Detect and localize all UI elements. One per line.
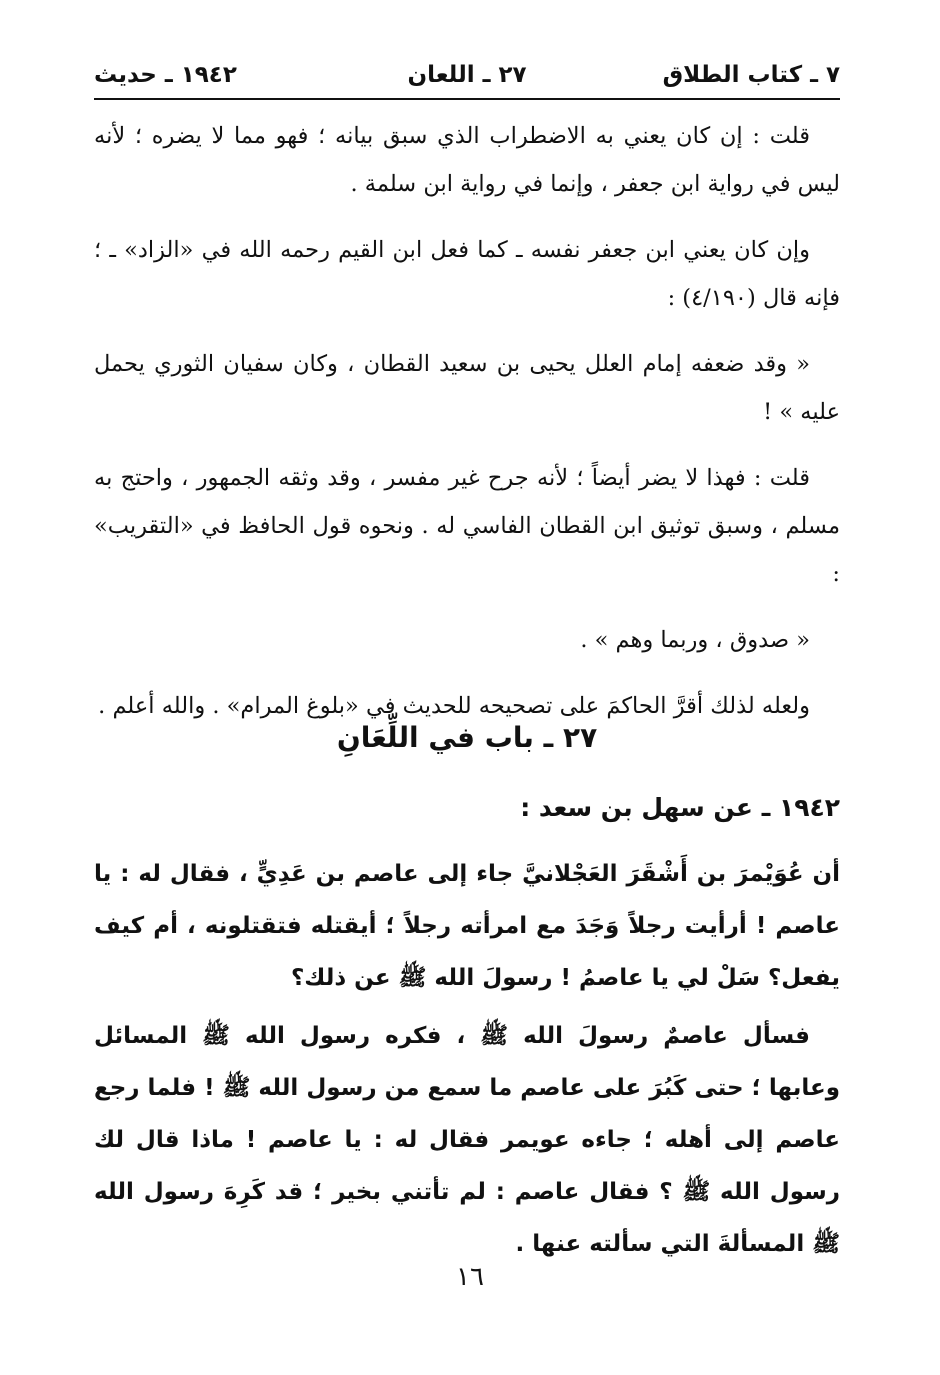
- paragraph-1: قلت : إن كان يعني به الاضطراب الذي سبق بيانه ؛ فهو مما لا يضره ؛ لأنه ليس في رواية ابن جعفر ، وإنما في رواية ابن سلمة .: [94, 123, 840, 197]
- commentary-text: [94, 112, 840, 748]
- paragraph-5: « صدوق ، وربما وهم » .: [580, 627, 810, 653]
- hadith-heading: ١٩٤٢ ـ عن سهل بن سعد :: [520, 793, 840, 822]
- hadith-paragraph-1: أن عُوَيْمرَ بن أَشْقَرَ العَجْلانيَّ جاء إلى عاصم بن عَدِيٍّ ، فقال له : يا عاصم ! أرأيت رجلاً وَجَدَ مع امرأته رجلاً ؛ أيقتله فتقتلونه ، أم كيف يفعل؟ سَلْ لي يا عاصمُ ! رسولَ الله ﷺ عن ذلك؟: [94, 861, 840, 991]
- paragraph-2: وإن كان يعني ابن جعفر نفسه ـ كما فعل ابن القيم رحمه الله في «الزاد» ـ ؛ فإنه قال (٤/١٩٠) :: [94, 237, 840, 311]
- running-header: [94, 58, 840, 100]
- chapter-title: ٢٧ ـ باب في اللِّعَانِ: [336, 721, 598, 754]
- paragraph-4: قلت : فهذا لا يضر أيضاً ؛ لأنه جرح غير مفسر ، وقد وثقه الجمهور ، واحتج به مسلم ، وسبق توثيق ابن القطان الفاسي له . ونحوه قول الحافظ في «التقريب» :: [94, 465, 840, 587]
- hadith-text: [94, 848, 840, 1276]
- header-chapter: ٢٧ ـ اللعان: [407, 62, 527, 88]
- paragraph-3: « وقد ضعفه إمام العلل يحيى بن سعيد القطان ، وكان سفيان الثوري يحمل عليه » !: [94, 351, 840, 425]
- header-book-title: ٧ ـ كتاب الطلاق: [662, 62, 840, 88]
- hadith-paragraph-2: فسأل عاصمٌ رسولَ الله ﷺ ، فكره رسول الله ﷺ المسائل وعابها ؛ حتى كَبُرَ على عاصم ما سمع من رسول الله ﷺ ! فلما رجع عاصم إلى أهله ؛ جاءه عويمر فقال له : يا عاصم ! ماذا قال لك رسول الله ﷺ ؟ فقال عاصم : لم تأتني بخير ؛ قد كَرِهَ رسول الله ﷺ المسألةَ التي سألته عنها .: [94, 1023, 840, 1257]
- paragraph-6: ولعله لذلك أقرَّ الحاكمَ على تصحيحه للحديث في «بلوغ المرام» . والله أعلم .: [98, 693, 810, 719]
- header-hadith-number: ١٩٤٢ ـ حديث: [94, 62, 237, 88]
- page-number: ١٦: [456, 1262, 484, 1292]
